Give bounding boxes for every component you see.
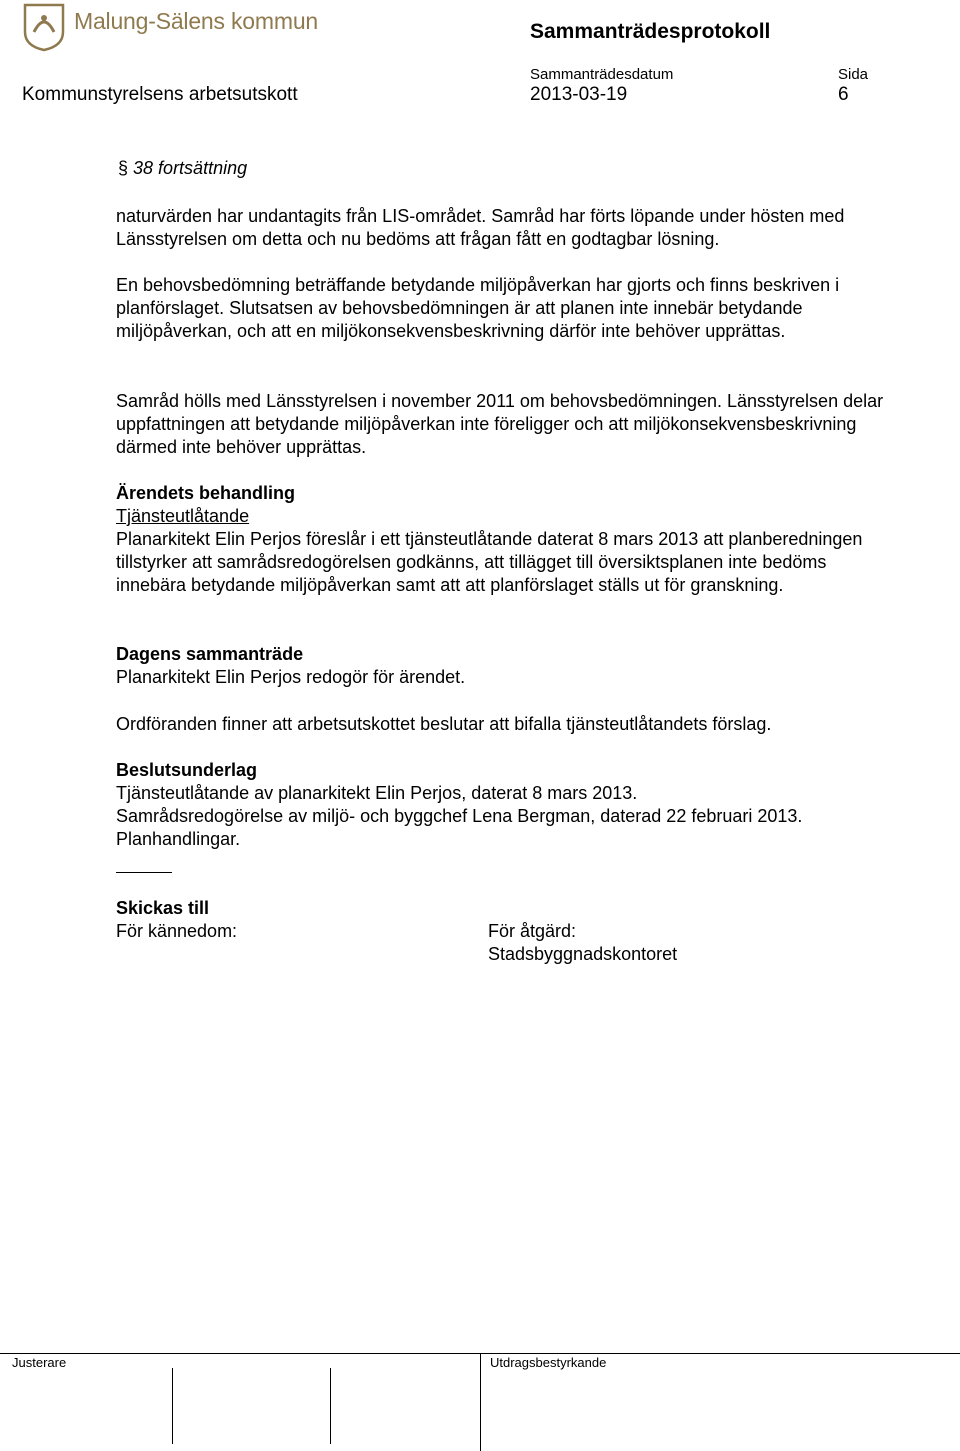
arendets-behandling-text: Planarkitekt Elin Perjos föreslår i ett tjänsteutlåtande daterat 8 mars 2013 att planberedningen tillstyrker att samrådsredogörelsen godkänns, att tillägget till översiktsplanen inte bedöms innebära betydande miljöpåverkan samt att att planförslaget ställs ut för granskning. [116, 529, 863, 595]
committee-name: Kommunstyrelsens arbetsutskott [22, 84, 298, 105]
beslutsunderlag-item: Tjänsteutlåtande av planarkitekt Elin Perjos, daterat 8 mars 2013. [116, 783, 638, 803]
paragraph-1 [116, 205, 896, 251]
justerare-label: Justerare [12, 1355, 67, 1370]
paragraph-mark: § [118, 158, 129, 178]
utdragsbestyrkande-label: Utdragsbestyrkande [490, 1355, 607, 1370]
atgard-recipient: Stadsbyggnadskontoret [488, 944, 678, 964]
municipality-logo-icon [22, 2, 66, 52]
page-number: 6 [838, 84, 849, 105]
atgard-column [488, 920, 888, 966]
brand-name: Malung-Sälens kommun [74, 8, 319, 34]
separator-line [116, 872, 172, 873]
beslutsunderlag-item: Samrådsredogörelse av miljö- och byggchef Lena Bergman, daterad 22 februari 2013. [116, 806, 803, 826]
footer-center-divider [480, 1353, 481, 1451]
page-label: Sida [838, 66, 869, 83]
dagens-sammantrade-section [116, 643, 896, 689]
paragraph-1-text: naturvärden har undantagits från LIS-området. Samråd har förts löpande under hösten med Länsstyrelsen om detta och nu bedöms att frågan fått en godtagbar lösning. [116, 206, 845, 249]
section-reference [118, 158, 247, 179]
section-continuation: 38 fortsättning [133, 158, 248, 178]
tjansteutlatande-subheading: Tjänsteutlåtande [116, 506, 250, 526]
document-title: Sammanträdesprotokoll [530, 20, 771, 43]
atgard-label: För åtgärd: [488, 921, 577, 941]
date-label: Sammanträdesdatum [530, 66, 674, 83]
skickas-till-section [116, 897, 416, 943]
dagens-sammantrade-text: Planarkitekt Elin Perjos redogör för ärendet. [116, 667, 466, 687]
signature-divider [330, 1368, 331, 1444]
paragraph-2 [116, 274, 896, 343]
meeting-date: 2013-03-19 [530, 84, 628, 105]
paragraph-2-text: En behovsbedömning beträffande betydande miljöpåverkan har gjorts och finns beskriven i planförslaget. Slutsatsen av behovsbedömningen är att planen inte innebär betydande miljöpåverkan, och att en miljökonsekvensbeskrivning därför inte behöver upprättas. [116, 275, 840, 341]
dagens-sammantrade-heading: Dagens sammanträde [116, 644, 304, 664]
paragraph-3 [116, 390, 896, 459]
arendets-behandling-section [116, 482, 896, 597]
decision-statement-text: Ordföranden finner att arbetsutskottet beslutar att bifalla tjänsteutlåtandets förslag. [116, 714, 772, 734]
kannedom-label: För kännedom: [116, 921, 238, 941]
beslutsunderlag-heading: Beslutsunderlag [116, 760, 258, 780]
beslutsunderlag-section [116, 759, 896, 851]
skickas-till-heading: Skickas till [116, 898, 210, 918]
signature-divider [172, 1368, 173, 1444]
arendets-behandling-heading: Ärendets behandling [116, 483, 296, 503]
decision-statement [116, 713, 896, 736]
beslutsunderlag-item: Planhandlingar. [116, 829, 241, 849]
paragraph-3-text: Samråd hölls med Länsstyrelsen i november 2011 om behovsbedömningen. Länsstyrelsen delar uppfattningen att betydande miljöpåverkan inte föreligger och att miljökonsekvensbeskrivning därmed inte behöver upprättas. [116, 391, 884, 457]
